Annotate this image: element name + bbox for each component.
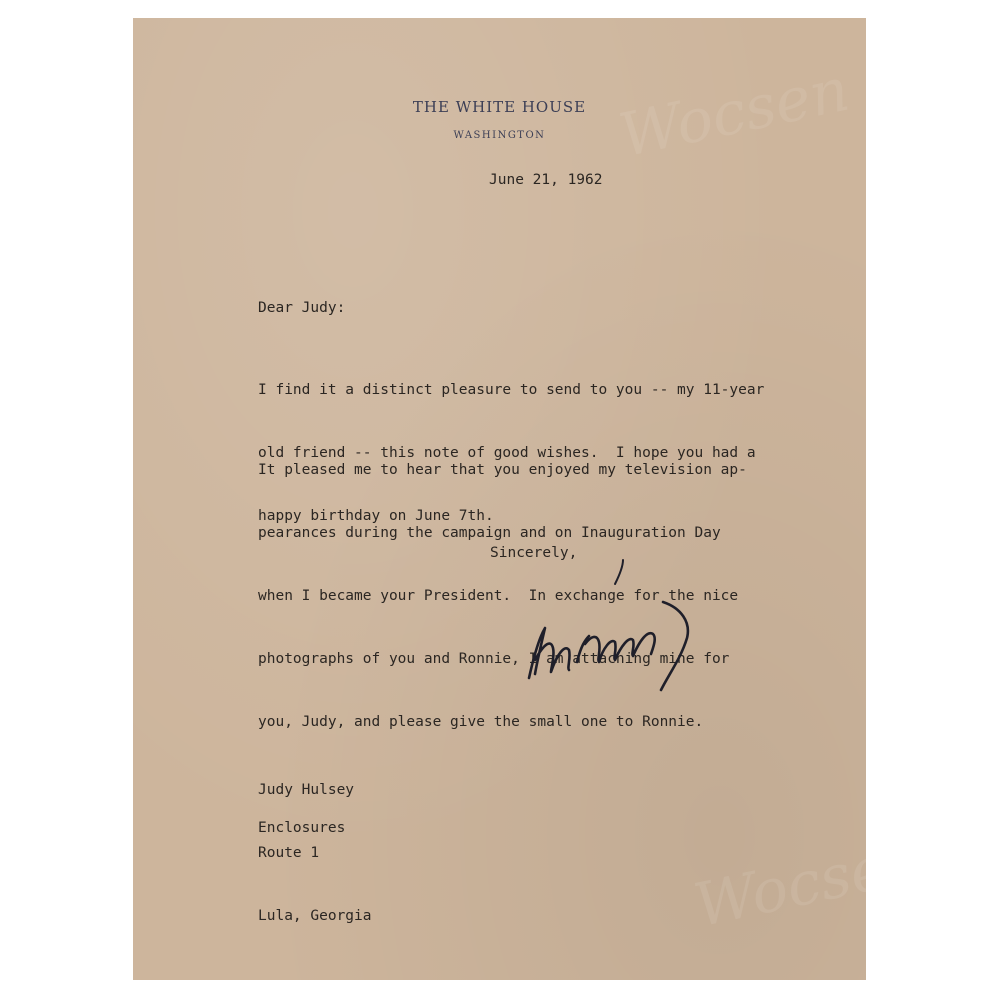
- paragraph-2-line: pearances during the campaign and on Inauguration Day: [258, 525, 721, 541]
- letterhead-title: THE WHITE HOUSE: [412, 98, 587, 116]
- paragraph-2-line: photographs of you and Ronnie, I am attaching mine for: [258, 651, 730, 667]
- salutation: Dear Judy:: [258, 300, 346, 316]
- recipient-street: Route 1: [258, 845, 320, 861]
- recipient-city: Lula, Georgia: [258, 908, 372, 924]
- paragraph-2-line: you, Judy, and please give the small one to Ronnie.: [258, 714, 704, 730]
- watermark-bottom: Wocsen: [688, 824, 931, 942]
- paragraph-1-line: happy birthday on June 7th.: [258, 508, 494, 524]
- paragraph-2-line: when I became your President. In exchange for the nice: [258, 588, 739, 604]
- enclosures-note: Enclosures: [258, 820, 346, 836]
- signature-icon: [511, 550, 701, 695]
- letter-page: [133, 18, 931, 980]
- paragraph-1-line: I find it a distinct pleasure to send to you -- my 11-year: [258, 382, 765, 398]
- recipient-address: [258, 738, 372, 969]
- paragraph-1-line: old friend -- this note of good wishes. I hope you had a: [258, 445, 756, 461]
- letter-date: June 21, 1962: [489, 172, 603, 188]
- watermark-top: Wocsen: [613, 54, 856, 172]
- paragraph-2-line: It pleased me to hear that you enjoyed my television ap-: [258, 462, 747, 478]
- closing: Sincerely,: [490, 545, 578, 561]
- recipient-name: Judy Hulsey: [258, 782, 355, 798]
- letterhead-subtitle: WASHINGTON: [453, 130, 546, 141]
